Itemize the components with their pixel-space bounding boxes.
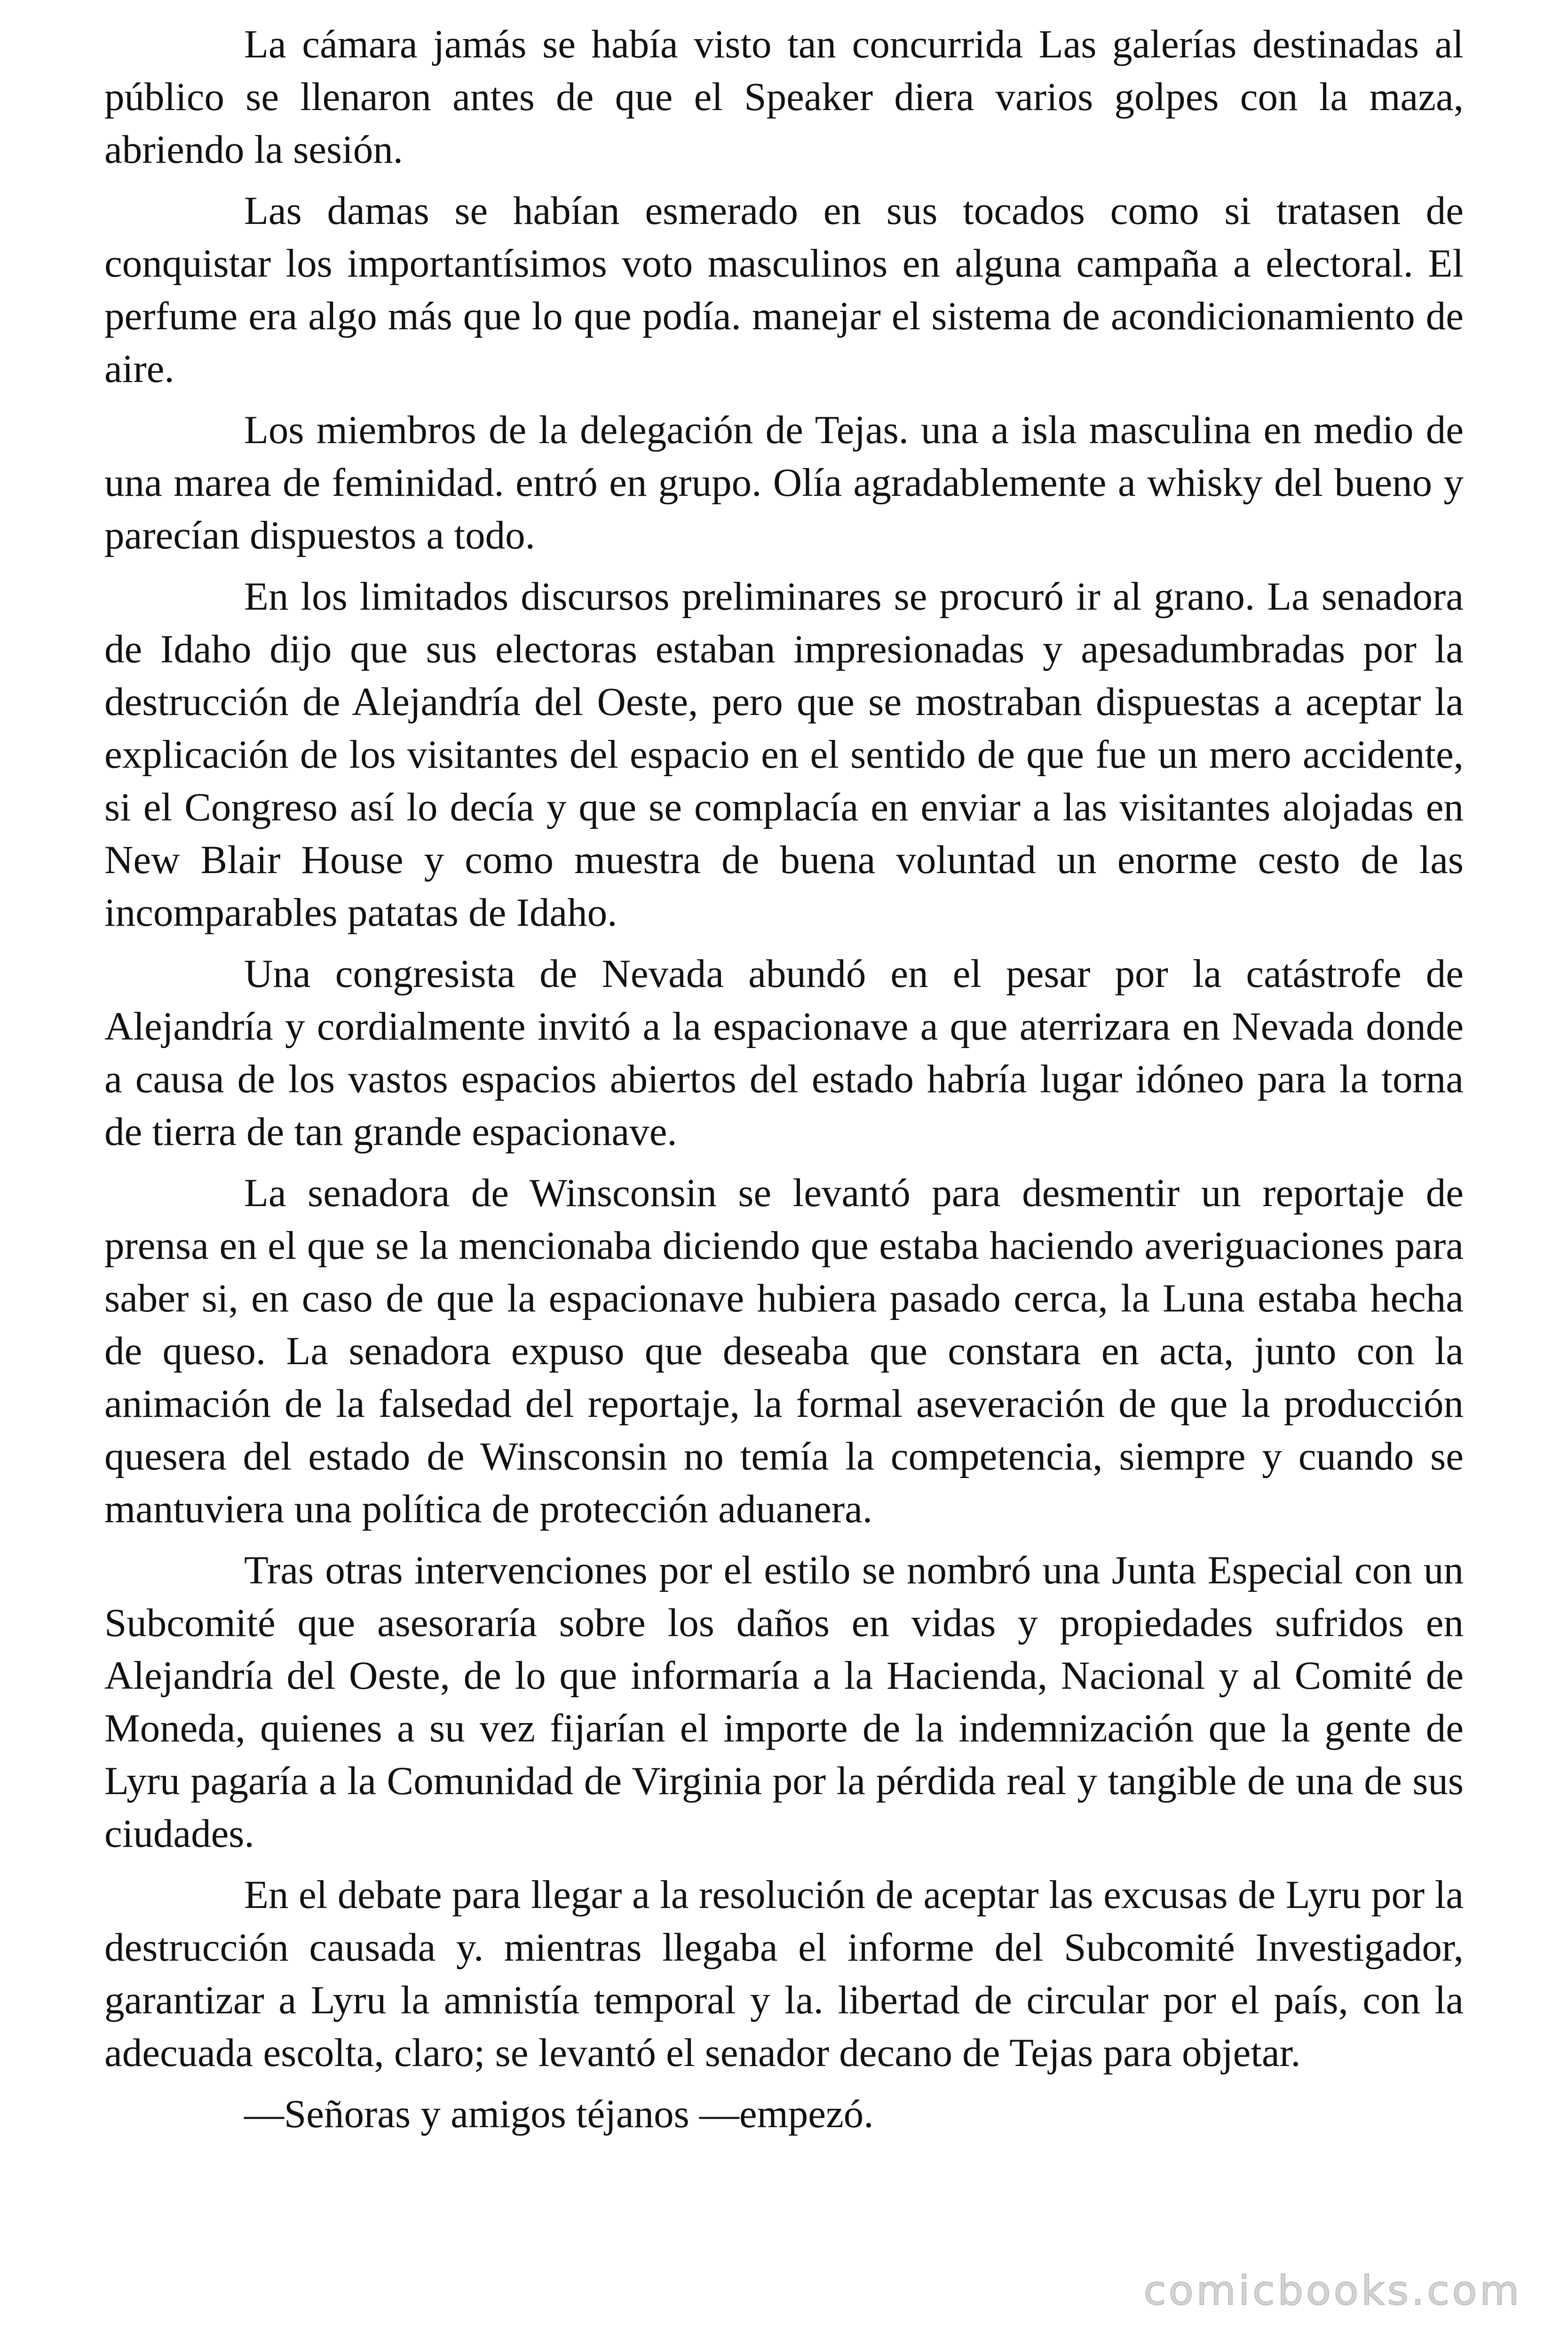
paragraph-3: Los miembros de la delegación de Tejas. una a isla masculina en medio de una marea de feminidad. entró en grupo. Olía agradablemente a whisky del bueno y parecían dispuestos a todo. (104, 408, 1464, 557)
paragraph-5: Una congresista de Nevada abundó en el pesar por la catástrofe de Alejandría y cordialmente invitó a la espacionave a que aterrizara en Nevada donde a causa de los vastos espacios abiertos del estado habría lugar idóneo para la torna de tierra de tan grande espacionave. (104, 952, 1464, 1154)
document-body (104, 18, 1464, 2149)
watermark: comicbooks.com (1143, 2267, 1522, 2314)
paragraph-9: —Señoras y amigos téjanos —empezó. (244, 2092, 874, 2136)
paragraph-4: En los limitados discursos preliminares se procuró ir al grano. La senadora de Idaho dijo que sus electoras estaban impresionadas y apesadumbradas por la destrucción de Alejandría del Oeste, pero que se mostraban dispuestas a aceptar la explicación de los visitantes del espacio en el sentido de que fue un mero accidente, si el Congreso así lo decía y que se complacía en enviar a las visitantes alojadas en New Blair House y como muestra de buena voluntad un enorme cesto de las incomparables patatas de Idaho. (104, 574, 1464, 935)
paragraph-2: Las damas se habían esmerado en sus tocados como si tratasen de conquistar los importantísimos voto masculinos en alguna campaña a electoral. El perfume era algo más que lo que podía. manejar el sistema de acondicionamiento de aire. (104, 189, 1464, 391)
paragraph-8: En el debate para llegar a la resolución de aceptar las excusas de Lyru por la destrucción causada y. mientras llegaba el informe del Subcomité Investigador, garantizar a Lyru la amnistía temporal y la. libertad de circular por el país, con la adecuada escolta, claro; se levantó el senador decano de Tejas para objetar. (104, 1873, 1464, 2075)
paragraph-7: Tras otras intervenciones por el estilo se nombró una Junta Especial con un Subcomité que asesoraría sobre los daños en vidas y propiedades sufridos en Alejandría del Oeste, de lo que informaría a la Hacienda, Nacional y al Comité de Moneda, quienes a su vez fijarían el importe de la indemnización que la gente de Lyru pagaría a la Comunidad de Virginia por la pérdida real y tangible de una de sus ciudades. (104, 1548, 1464, 1856)
paragraph-1: La cámara jamás se había visto tan concurrida Las galerías destinadas al público se llenaron antes de que el Speaker diera varios golpes con la maza, abriendo la sesión. (104, 22, 1464, 172)
paragraph-6: La senadora de Winsconsin se levantó para desmentir un reportaje de prensa en el que se la mencionaba diciendo que estaba haciendo averiguaciones para saber si, en caso de que la espacionave hubiera pasado cerca, la Luna estaba hecha de queso. La senadora expuso que deseaba que constara en acta, junto con la animación de la falsedad del reportaje, la formal aseveración de que la producción quesera del estado de Winsconsin no temía la competencia, siempre y cuando se mantuviera una política de protección aduanera. (104, 1171, 1464, 1531)
